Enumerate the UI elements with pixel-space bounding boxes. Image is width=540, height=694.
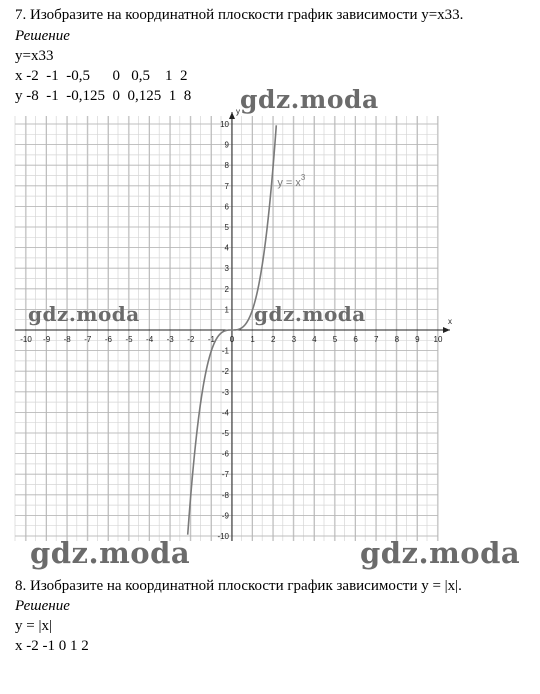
x-tick-label: 8 xyxy=(394,335,400,344)
y-tick-label: -2 xyxy=(221,367,229,377)
task8-title: 8. Изобразите на координатной плоскости график зависимости y = |x|. xyxy=(15,578,462,594)
watermark-bottom-right: gdz.moda xyxy=(360,536,521,570)
y-tick-label: -6 xyxy=(221,449,229,459)
x-tick-label: 10 xyxy=(433,335,443,344)
x-axis-label: x xyxy=(448,317,452,326)
y-axis-label: y xyxy=(236,107,240,116)
watermark-bottom-left: gdz.moda xyxy=(30,536,191,570)
y-tick-label: 8 xyxy=(224,161,229,171)
y-tick-label: -8 xyxy=(221,490,229,500)
curve-label-base: y = x xyxy=(277,176,301,189)
x-tick-label: 4 xyxy=(312,335,317,344)
x-tick-label: -7 xyxy=(84,335,92,344)
x-tick-label: 2 xyxy=(270,335,276,344)
task7-solution-label: Решение xyxy=(15,28,70,44)
x-tick-label: 7 xyxy=(373,335,379,344)
y-tick-label: 2 xyxy=(224,284,229,294)
y-tick-label: -1 xyxy=(221,346,229,356)
x-tick-label: -1 xyxy=(207,335,215,344)
task7-x-row: x -2 -1 -0,5 0 0,5 1 2 xyxy=(15,68,188,84)
task7-formula: y=x33 xyxy=(15,48,54,64)
y-tick-label: 7 xyxy=(224,181,229,191)
x-tick-label: 1 xyxy=(250,335,255,344)
x-tick-label: -4 xyxy=(146,335,154,344)
x-tick-label: 9 xyxy=(415,335,420,344)
y-tick-label: 4 xyxy=(224,243,229,253)
x-tick-label: -2 xyxy=(187,335,195,344)
x-tick-label: 5 xyxy=(332,335,338,344)
y-tick-label: 5 xyxy=(224,223,229,232)
x-tick-label: -6 xyxy=(104,335,112,344)
task8-solution-label: Решение xyxy=(15,598,70,614)
watermark-left: gdz.moda xyxy=(28,302,140,326)
x-tick-label: -9 xyxy=(43,335,51,344)
task8-formula: y = |x| xyxy=(15,618,52,634)
y-tick-label: -9 xyxy=(221,511,229,521)
x-tick-label: -3 xyxy=(166,335,174,344)
curve-label-exponent: 3 xyxy=(300,172,306,182)
watermark-top: gdz.moda xyxy=(240,85,379,114)
x-tick-label: -8 xyxy=(63,335,71,344)
watermark-center: gdz.moda xyxy=(254,302,366,326)
y-axis-arrow xyxy=(229,112,235,119)
x-axis-arrow xyxy=(443,327,450,333)
task7-title: 7. Изобразите на координатной плоскости график зависимости y=x33. xyxy=(15,7,464,23)
y-tick-label: -5 xyxy=(221,429,229,438)
task8-x-row: x -2 -1 0 1 2 xyxy=(15,638,89,654)
y-tick-label: -10 xyxy=(217,532,229,541)
y-tick-label: 9 xyxy=(224,140,229,150)
x-tick-label: -10 xyxy=(20,335,32,344)
x-tick-label: 3 xyxy=(291,335,297,344)
y-tick-label: 1 xyxy=(224,305,229,315)
y-tick-label: 10 xyxy=(220,120,229,129)
y-tick-label: 6 xyxy=(224,202,229,212)
y-tick-label: -3 xyxy=(221,387,229,397)
cubic-graph xyxy=(0,106,540,546)
task7-y-row: y -8 -1 -0,125 0 0,125 1 8 xyxy=(15,88,192,104)
x-tick-label: 0 xyxy=(229,335,235,344)
y-tick-label: -4 xyxy=(221,408,229,418)
x-tick-label: -5 xyxy=(125,335,133,344)
y-tick-label: 3 xyxy=(224,264,229,274)
x-tick-label: 6 xyxy=(353,335,358,344)
y-tick-label: -7 xyxy=(221,470,229,480)
